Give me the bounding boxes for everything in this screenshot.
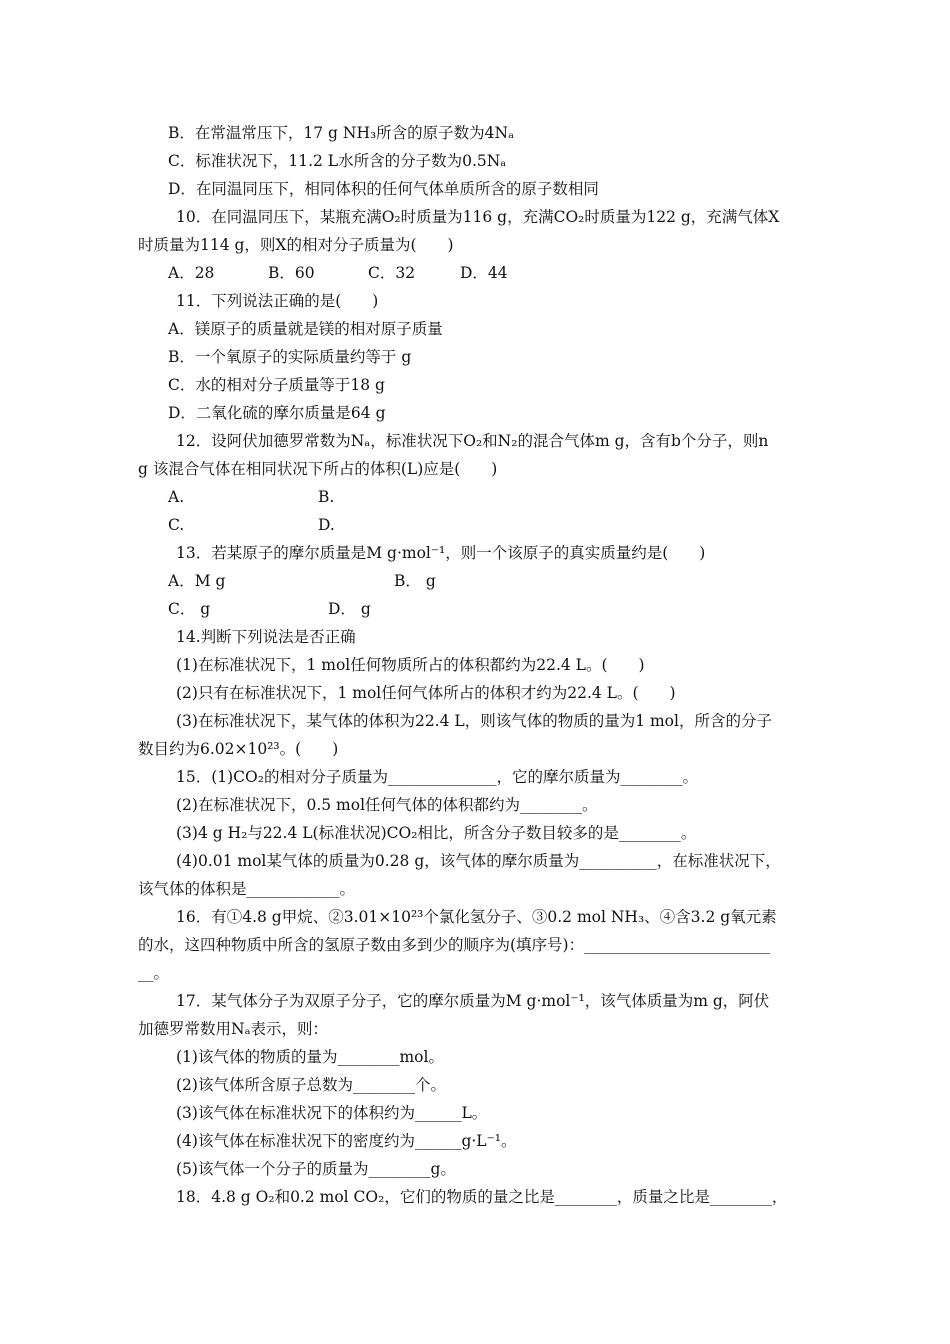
options-13-row1: [168, 567, 828, 595]
option-13c: C． g: [168, 600, 211, 618]
option-13a: A．M g: [168, 572, 226, 590]
question-12-cont: g 该混合气体在相同状况下所占的体积(L)应是( ): [138, 460, 498, 478]
question-10: 10．在同温同压下，某瓶充满O₂时质量为116 g，充满CO₂时质量为122 g，充满气体X: [176, 208, 780, 226]
question-15-3: (3)4 g H₂与22.4 L(标准状况)CO₂相比，所含分子数目较多的是________。: [176, 824, 697, 842]
question-17: 17．某气体分子为双原子分子，它的摩尔质量为M g·mol⁻¹，该气体质量为m g，阿伏: [176, 992, 770, 1010]
item-17-5: (5)该气体一个分子的质量为________g。: [176, 1160, 456, 1178]
question-14: 14.判断下列说法是否正确: [176, 628, 356, 646]
item-14-2: (2)只有在标准状况下，1 mol任何气体所占的体积才约为22.4 L。( ): [176, 684, 676, 702]
question-15-4: (4)0.01 mol某气体的质量为0.28 g，该气体的摩尔质量为__________，在标准状况下，: [176, 852, 781, 870]
option-13d: D． g: [328, 600, 371, 618]
question-13: 13．若某原子的摩尔质量是M g·mol⁻¹，则一个该原子的真实质量约是( ): [176, 544, 706, 562]
option-13b: B． g: [394, 572, 436, 590]
option-10a: A．28: [168, 264, 215, 282]
option-12a: A.: [168, 488, 185, 506]
question-16: 16．有①4.8 g甲烷、②3.01×10²³个氯化氢分子、③0.2 mol NH₃、④含3.2 g氧元素: [176, 908, 777, 926]
option-9c: C．标准状况下，11.2 L水所含的分子数为0.5Nₐ: [168, 152, 507, 170]
question-18: 18．4.8 g O₂和0.2 mol CO₂，它们的物质的量之比是________，质量之比是________，: [176, 1188, 788, 1206]
options-12-row1: [168, 483, 828, 511]
option-10d: D．44: [460, 264, 508, 282]
option-11b: B．一个氧原子的实际质量约等于 g: [168, 348, 412, 366]
question-10-cont: 时质量为114 g，则X的相对分子质量为( ): [138, 236, 454, 254]
options-12-row2: [168, 511, 828, 539]
item-17-1: (1)该气体的物质的量为________mol。: [176, 1048, 444, 1066]
question-11: 11．下列说法正确的是( ): [176, 292, 379, 310]
options-10-row: [168, 259, 828, 287]
item-17-3: (3)该气体在标准状况下的体积约为______L。: [176, 1104, 488, 1122]
option-11c: C．水的相对分子质量等于18 g: [168, 376, 385, 394]
option-11d: D．二氧化硫的摩尔质量是64 g: [168, 404, 386, 422]
option-11a: A．镁原子的质量就是镁的相对原子质量: [168, 320, 443, 338]
item-14-3: (3)在标准状况下，某气体的体积为22.4 L，则该气体的物质的量为1 mol，所含的分子: [176, 712, 772, 730]
item-14-1: (1)在标准状况下，1 mol任何物质所占的体积都约为22.4 L。( ): [176, 656, 645, 674]
question-16-cont2: __。: [138, 964, 170, 982]
option-10c: C．32: [368, 264, 416, 282]
option-12c: C.: [168, 516, 185, 534]
option-12b: B.: [318, 488, 335, 506]
options-13-row2: [168, 595, 828, 623]
question-16-cont: 的水，这四种物质中所含的氢原子数由多到少的顺序为(填序号)：________________________: [138, 936, 771, 954]
option-12d: D.: [318, 516, 335, 534]
item-17-2: (2)该气体所含原子总数为________个。: [176, 1076, 446, 1094]
item-17-4: (4)该气体在标准状况下的密度约为______g·L⁻¹。: [176, 1132, 517, 1150]
option-10b: B．60: [268, 264, 315, 282]
item-14-3-cont: 数目约为6.02×10²³。( ): [138, 740, 339, 758]
question-15-4-cont: 该气体的体积是____________。: [138, 880, 356, 898]
option-9b: B．在常温常压下，17 g NH₃所含的原子数为4Nₐ: [168, 124, 515, 142]
question-15-2: (2)在标准状况下，0.5 mol任何气体的体积都约为________。: [176, 796, 598, 814]
question-15-1: 15．(1)CO₂的相对分子质量为______________，它的摩尔质量为________。: [176, 768, 698, 786]
question-12: 12．设阿伏加德罗常数为Nₐ，标准状况下O₂和N₂的混合气体m g，含有b个分子，则n: [176, 432, 769, 450]
option-9d: D．在同温同压下，相同体积的任何气体单质所含的原子数相同: [168, 180, 599, 198]
question-17-cont: 加德罗常数用Nₐ表示，则：: [138, 1020, 329, 1038]
